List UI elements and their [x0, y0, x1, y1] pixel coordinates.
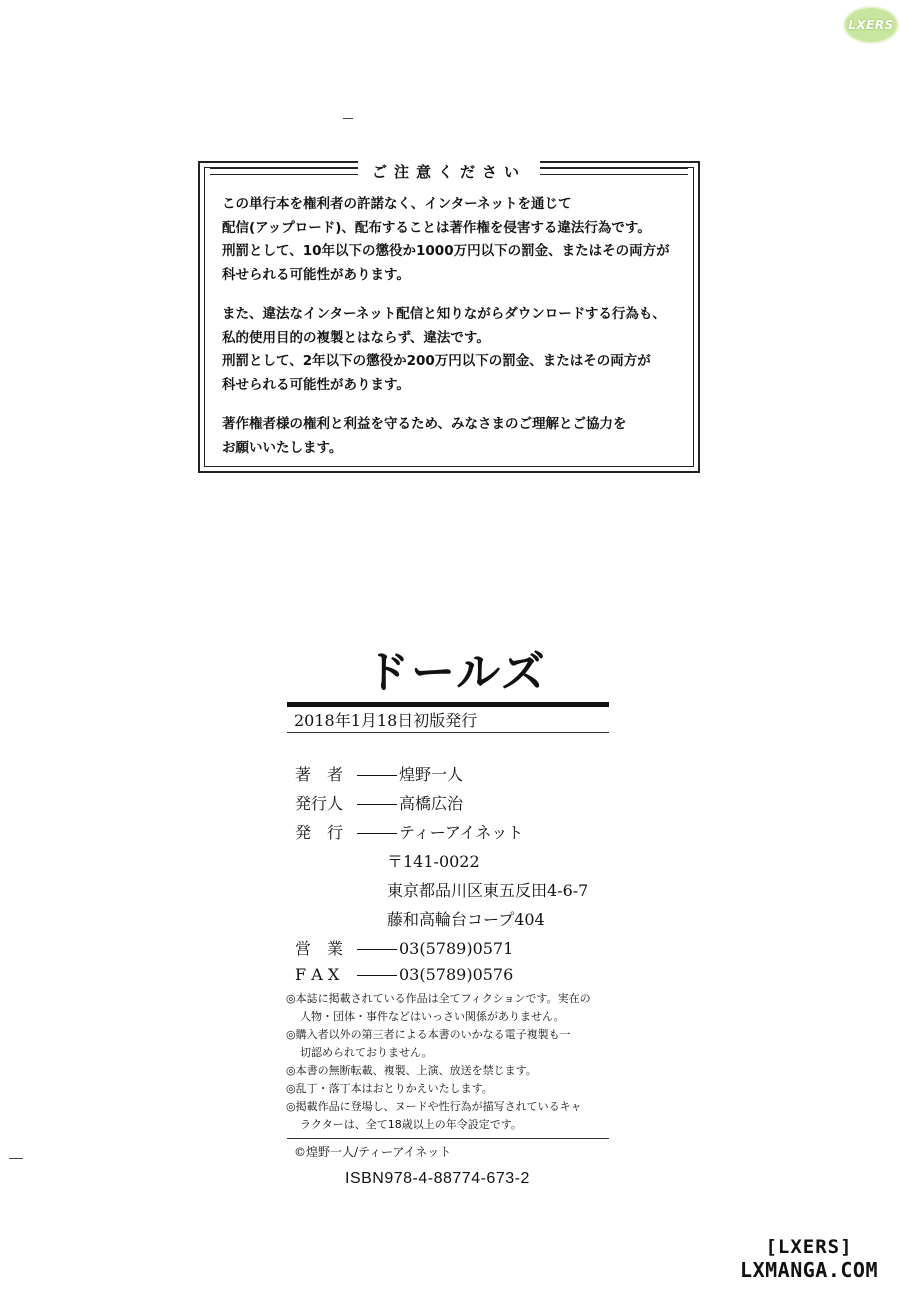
- postal-code: 〒141-0022: [387, 852, 480, 871]
- notice-line: お願いいたします。: [222, 439, 343, 456]
- leader-dash: [357, 804, 397, 805]
- legal-notes: [286, 990, 616, 1134]
- date-underline: [287, 732, 609, 733]
- author-name: 煌野一人: [399, 765, 464, 784]
- notice-line: 私的使用目的の複製とはならず、違法です。: [222, 329, 490, 346]
- notice-line: 刑罰として、2年以下の懲役か200万円以下の罰金、またはその両方が: [222, 353, 651, 369]
- notice-paragraph: [222, 193, 688, 287]
- address-line-2: 藤和高輪台コープ404: [387, 910, 545, 929]
- sales-label: 営 業: [295, 939, 344, 958]
- leader-dash: [357, 775, 397, 776]
- sales-row: [295, 936, 513, 959]
- title-rule: [287, 702, 609, 707]
- publisher-person-label: 発行人: [295, 794, 344, 813]
- sales-phone: 03(5789)0571: [399, 939, 514, 958]
- fax-row: [295, 965, 513, 984]
- leader-dash: [357, 949, 397, 950]
- notice-line: 科せられる可能性があります。: [222, 266, 410, 283]
- publisher-name: ティーアイネット: [399, 823, 524, 842]
- notes-rule: [287, 1138, 609, 1139]
- leader-dash: [357, 975, 397, 976]
- book-title: ドールズ: [365, 647, 547, 698]
- notice-line: 刑罰として、10年以下の懲役か1000万円以下の罰金、またはその両方が: [222, 243, 670, 259]
- title-rule-right: [540, 168, 688, 175]
- scan-speck: [343, 118, 353, 119]
- notice-body: [222, 193, 688, 476]
- scan-speck: [9, 1158, 23, 1159]
- notice-title: ご注意ください: [358, 161, 540, 182]
- note-line: ◎本誌に掲載されている作品は全てフィクションです。実在の: [286, 992, 591, 1005]
- isbn: ISBN978-4-88774-673-2: [345, 1170, 530, 1187]
- title-rule-left: [210, 168, 358, 175]
- note-line: ◎掲載作品に登場し、ヌードや性行為が描写されているキャ: [286, 1100, 582, 1113]
- publisher-label: 発 行: [295, 823, 344, 842]
- author-row: [295, 762, 463, 785]
- publication-date: 2018年1月18日初版発行: [294, 711, 478, 730]
- note-line: 人物・団体・事件などはいっさい関係がありません。: [300, 1010, 565, 1023]
- notice-title-row: [210, 161, 688, 181]
- notice-line: また、違法なインターネット配信と知りながらダウンロードする行為も、: [222, 306, 666, 322]
- publisher-person-row: [295, 791, 463, 814]
- watermark-line-1: [LXERS]: [765, 1236, 853, 1258]
- note-line: ◎購入者以外の第三者による本書のいかなる電子複製も一: [286, 1028, 571, 1041]
- note-line: ◎乱丁・落丁本はおとりかえいたします。: [286, 1082, 493, 1095]
- note-line: 切認められておりません。: [300, 1046, 433, 1059]
- watermark: [740, 1236, 878, 1282]
- copyright-line: ©煌野一人/ティーアイネット: [294, 1145, 452, 1159]
- fax-number: 03(5789)0576: [399, 965, 514, 984]
- notice-paragraph: [222, 413, 688, 460]
- notice-line: 配信(アップロード)、配布することは著作権を侵害する違法行為です。: [222, 219, 651, 236]
- notice-line: 科せられる可能性があります。: [222, 376, 410, 393]
- note-line: ラクターは、全て18歳以上の年令設定です。: [300, 1118, 522, 1131]
- notice-line: 著作権者様の権利と利益を守るため、みなさまのご理解とご協力を: [222, 416, 627, 432]
- publisher-row: [295, 820, 523, 843]
- lxers-logo: LXERS: [843, 6, 899, 44]
- notice-line: この単行本を権利者の許諾なく、インターネットを通じて: [222, 196, 572, 212]
- notice-paragraph: [222, 303, 688, 397]
- note-line: ◎本書の無断転載、複製、上演、放送を禁じます。: [286, 1064, 537, 1077]
- author-label: 著 者: [295, 765, 344, 784]
- leader-dash: [357, 833, 397, 834]
- address-line-1: 東京都品川区東五反田4-6-7: [387, 881, 589, 900]
- fax-label: F A X: [295, 965, 340, 984]
- copyright-notice-box: [198, 161, 700, 473]
- watermark-line-2: LXMANGA.COM: [740, 1258, 878, 1282]
- publisher-person-name: 高橋広治: [399, 794, 464, 813]
